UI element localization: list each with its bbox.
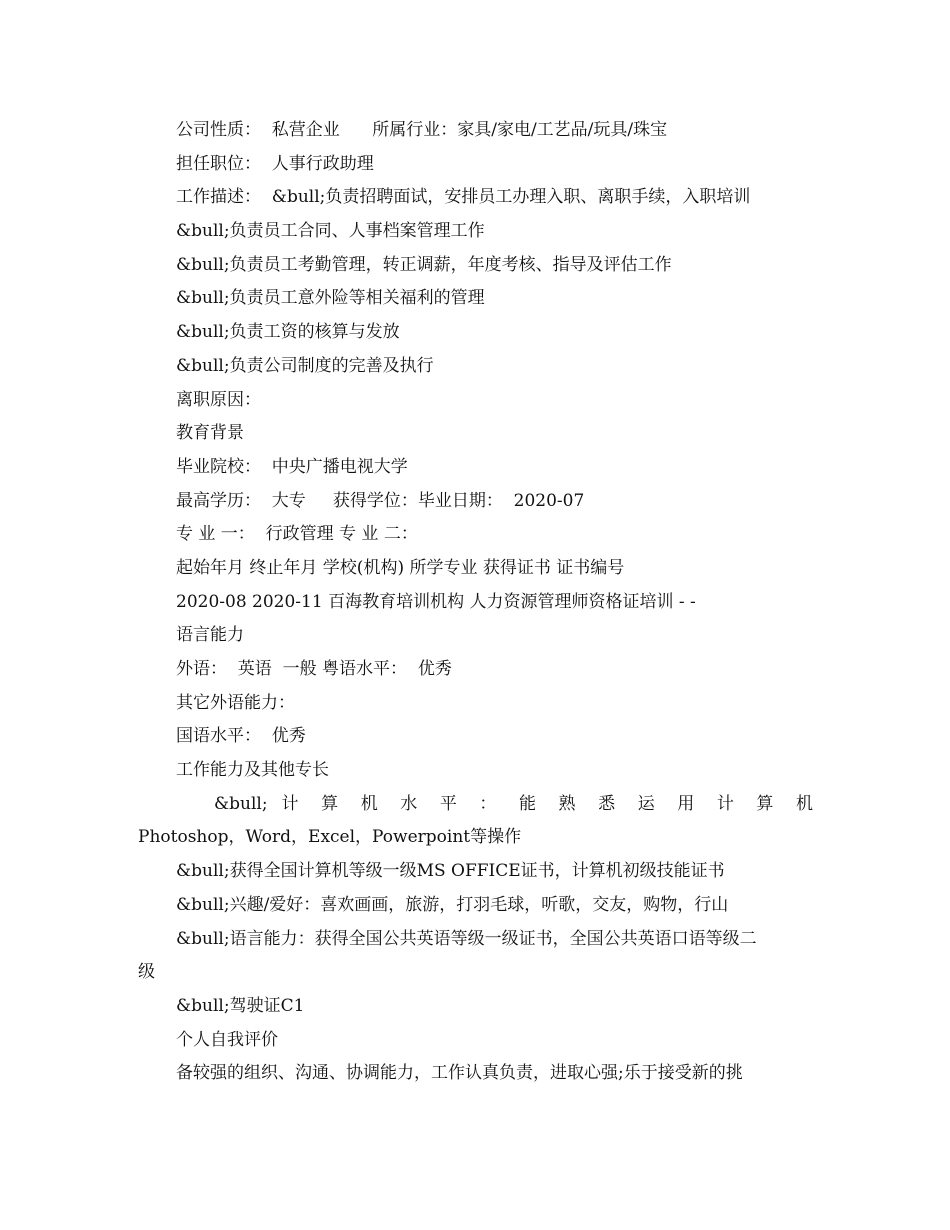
text-line: &bull;负责员工意外险等相关福利的管理 (176, 288, 485, 309)
text-line: 毕业院校： 中央广播电视大学 (176, 456, 408, 477)
text-line: &bull; 计 算 机 水 平 ： 能 熟 悉 运 用 计 算 机 (214, 793, 813, 814)
text-line: 其它外语能力： (176, 692, 295, 713)
section-heading: 工作能力及其他专长 (176, 760, 329, 781)
text-line: &bull;负责工资的核算与发放 (176, 322, 400, 343)
text-line: &bull;语言能力：获得全国公共英语等级一级证书，全国公共英语口语等级二 (176, 928, 757, 949)
text-line: 离职原因： (176, 389, 261, 410)
text-line: 最高学历： 大专 获得学位：毕业日期： 2020-07 (176, 490, 585, 511)
text-line: 国语水平： 优秀 (176, 726, 306, 747)
text-line: &bull;驾驶证C1 (176, 995, 305, 1016)
text-line: 公司性质： 私营企业 所属行业：家具/家电/工艺品/玩具/珠宝 (176, 120, 668, 140)
text-line: &bull;获得全国计算机等级一级MS OFFICE证书，计算机初级技能证书 (176, 861, 725, 882)
text-line: Photoshop，Word，Excel，Powerpoint等操作 (138, 827, 522, 848)
text-line: 起始年月 终止年月 学校(机构) 所学专业 获得证书 证书编号 (176, 557, 625, 578)
document-body (138, 114, 813, 1091)
text-line: 备较强的组织、沟通、协调能力，工作认真负责，进取心强;乐于接受新的挑 (176, 1063, 743, 1084)
text-line: 外语： 英语 一般 粤语水平： 优秀 (176, 659, 452, 679)
section-heading: 语言能力 (176, 625, 244, 646)
text-line: &bull;负责公司制度的完善及执行 (176, 355, 434, 376)
text-line: &bull;负责员工合同、人事档案管理工作 (176, 221, 485, 242)
text-line: 2020-08 2020-11 百海教育培训机构 人力资源管理师资格证培训 - - (176, 591, 696, 612)
section-heading: 教育背景 (176, 423, 244, 444)
text-line: &bull;负责员工考勤管理，转正调薪，年度考核、指导及评估工作 (176, 254, 672, 275)
section-heading: 个人自我评价 (176, 1029, 278, 1050)
text-line: 担任职位： 人事行政助理 (176, 153, 374, 174)
text-line: 工作描述： &bull;负责招聘面试，安排员工办理入职、离职手续，入职培训 (176, 187, 751, 208)
text-line: &bull;兴趣/爱好：喜欢画画，旅游，打羽毛球，听歌，交友，购物，行山 (176, 894, 729, 915)
text-line: 级 (138, 962, 155, 983)
text-line: 专 业 一： 行政管理 专 业 二： (176, 524, 418, 545)
